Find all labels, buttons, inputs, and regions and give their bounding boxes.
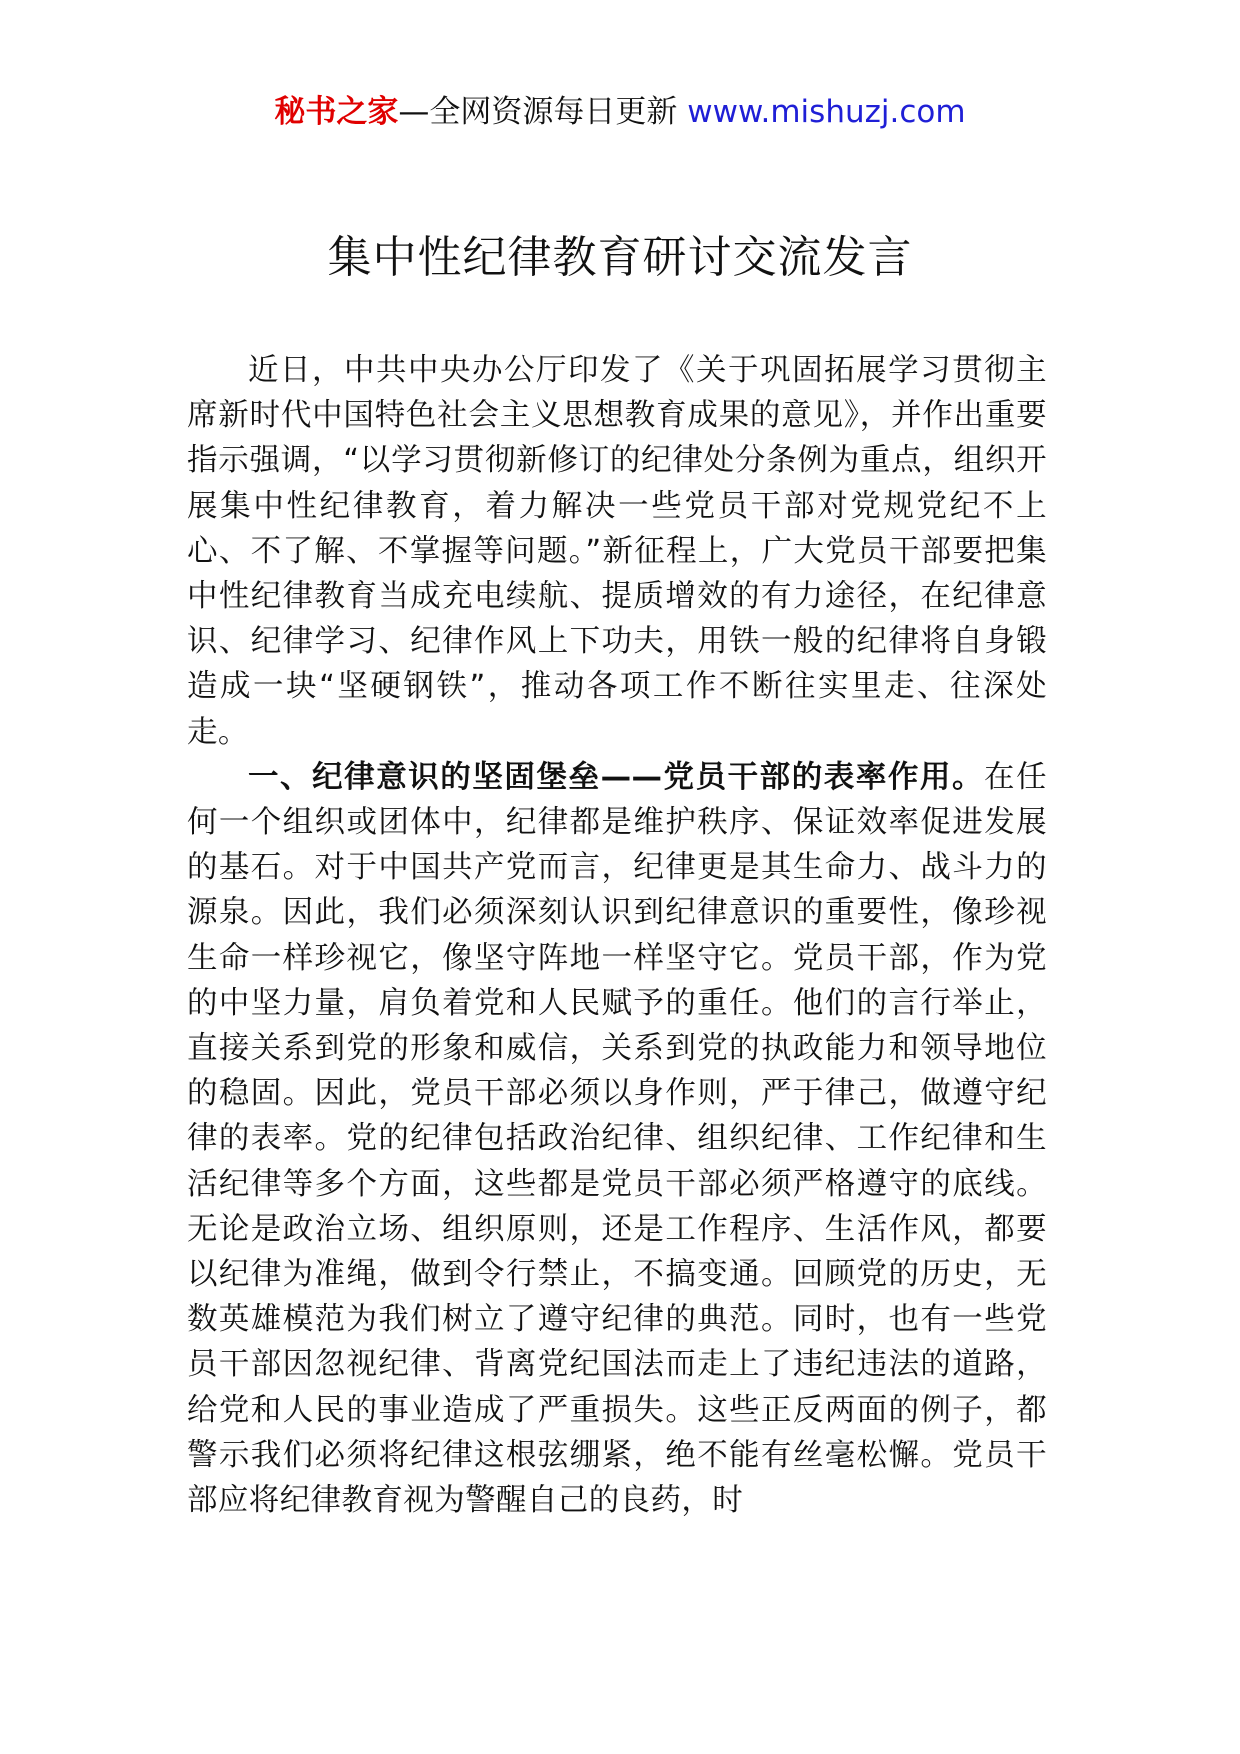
site-url-link[interactable]: www.mishuzj.com — [687, 94, 966, 130]
site-header — [0, 92, 1240, 132]
document-body — [187, 348, 1047, 1523]
site-slogan: —全网资源每日更新 — [398, 94, 678, 130]
brand-name: 秘书之家 — [274, 94, 399, 130]
intro-paragraph: 近日，中共中央办公厅印发了《关于巩固拓展学习贯彻主席新时代中国特色社会主义思想教育成果的意见》，并作出重要指示强调，“以学习贯彻新修订的纪律处分条例为重点，组织开展集中性纪律教育，着力解决一些党员干部对党规党纪不上心、不了解、不掌握等问题。”新征程上，广大党员干部要把集中性纪律教育当成充电续航、提质增效的有力途径，在纪律意识、纪律学习、纪律作风上下功夫，用铁一般的纪律将自身锻造成一块“坚硬钢铁”，推动各项工作不断往实里走、往深处走。 — [187, 353, 1047, 750]
section-1-heading: 一、纪律意识的坚固堡垒——党员干部的表率作用。 — [248, 759, 985, 795]
section-1-paragraph — [187, 755, 1047, 1523]
document-title: 集中性纪律教育研讨交流发言 — [327, 232, 913, 283]
section-1-body: 在任何一个组织或团体中，纪律都是维护秩序、保证效率促进发展的基石。对于中国共产党而言，纪律更是其生命力、战斗力的源泉。因此，我们必须深刻认识到纪律意识的重要性，像珍视生命一样珍视它，像坚守阵地一样坚守它。党员干部，作为党的中坚力量，肩负着党和人民赋予的重任。他们的言行举止，直接关系到党的形象和威信，关系到党的执政能力和领导地位的稳固。因此，党员干部必须以身作则，严于律己，做遵守纪律的表率。党的纪律包括政治纪律、组织纪律、工作纪律和生活纪律等多个方面，这些都是党员干部必须严格遵守的底线。无论是政治立场、组织原则，还是工作程序、生活作风，都要以纪律为准绳，做到令行禁止，不搞变通。回顾党的历史，无数英雄模范为我们树立了遵守纪律的典范。同时，也有一些党员干部因忽视纪律、背离党纪国法而走上了违纪违法的道路，给党和人民的事业造成了严重损失。这些正反两面的例子，都警示我们必须将纪律这根弦绷紧，绝不能有丝毫松懈。党员干部应将纪律教育视为警醒自己的良药，时 — [187, 759, 1047, 1519]
